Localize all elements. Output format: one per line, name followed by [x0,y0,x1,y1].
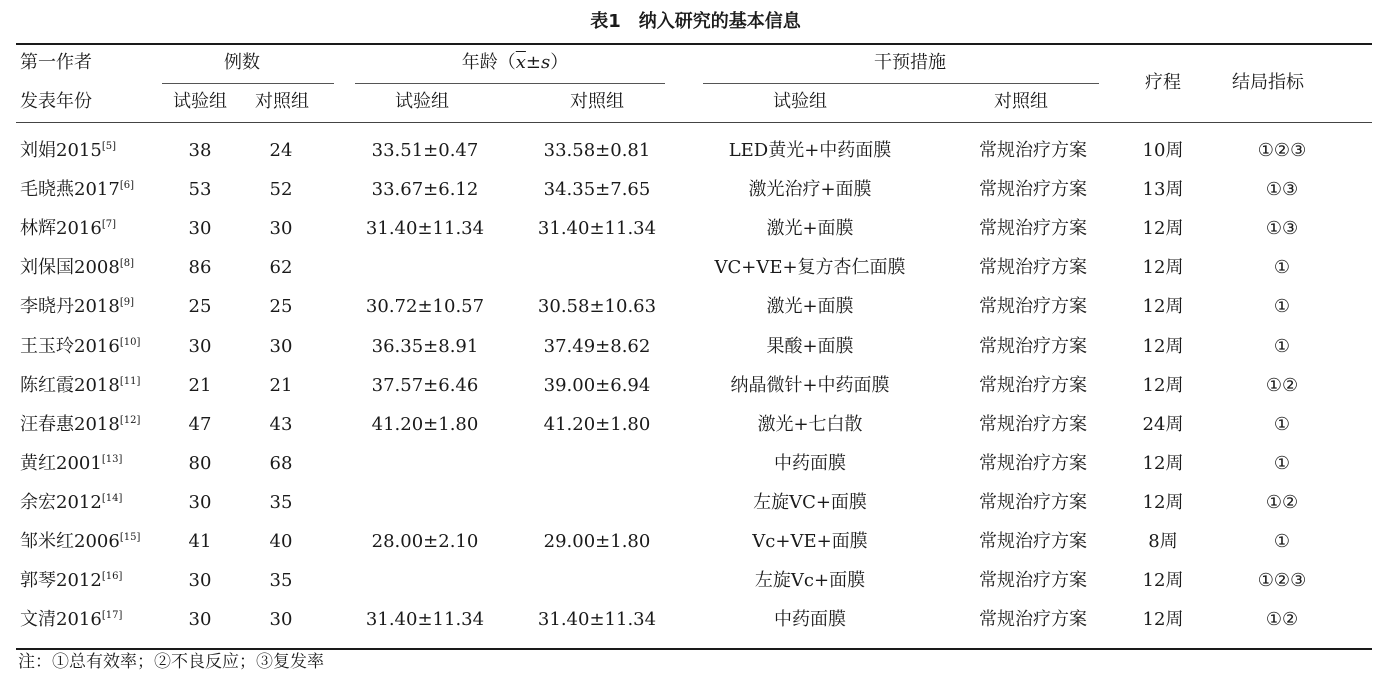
reference-marker: [5] [101,141,116,152]
header-author: 第一作者 [20,52,92,73]
header-course: 疗程 [1145,72,1181,93]
cell-outcome: ①② [1265,609,1299,631]
header-outcome: 结局指标 [1232,72,1304,93]
cell-author [20,138,116,164]
cell-int-trial: 中药面膜 [774,452,846,474]
cell-age-trial: 41.20±1.80 [371,413,479,435]
table-title: 纳入研究的基本信息 [638,11,801,32]
cell-course: 13周 [1142,179,1184,201]
cell-outcome: ① [1273,531,1291,552]
author-year: 余宏2012 [20,491,102,513]
author-year: 汪春惠2018 [20,413,120,435]
cell-cases-trial: 86 [188,257,212,279]
author-year: 文清2016 [20,609,102,631]
author-year: 刘娟2015 [20,140,102,161]
header-int-trial: 试验组 [773,91,827,112]
cell-cases-trial: 53 [188,179,212,201]
top-rule [16,43,1372,45]
header-cases-control: 对照组 [255,91,309,112]
cell-cases-control: 24 [269,140,293,161]
cell-cases-control: 35 [269,570,293,592]
cell-age-control: 41.20±1.80 [543,413,651,435]
cell-course: 12周 [1142,218,1184,240]
cell-int-trial: 果酸+面膜 [766,335,854,357]
header-age-control: 对照组 [570,91,624,112]
author-year: 林辉2016 [20,218,102,240]
cell-cases-control: 30 [269,609,293,631]
header-cases-trial: 试验组 [173,91,227,112]
cell-author [20,529,140,555]
cell-cases-control: 43 [269,413,293,435]
cell-cases-trial: 30 [188,491,212,513]
header-cases: 例数 [224,52,260,73]
cell-age-trial: 33.67±6.12 [371,179,479,201]
cell-cases-trial: 21 [188,374,212,396]
reference-marker: [9] [119,297,134,309]
cell-int-control: 常规治疗方案 [979,335,1087,357]
cell-age-trial: 31.40±11.34 [365,609,485,631]
table-label: 表1 [590,11,621,32]
cell-int-control: 常规治疗方案 [979,413,1087,435]
header-age-pm: ± [525,52,541,73]
cell-author [20,451,122,477]
cell-cases-trial: 30 [188,335,212,357]
header-age-close: ） [550,52,569,73]
reference-marker: [8] [119,258,134,270]
cell-int-control: 常规治疗方案 [979,374,1087,396]
table-note: 注：①总有效率；②不良反应；③复发率 [18,652,324,672]
cell-int-trial: LED黄光+中药面膜 [728,140,892,161]
reference-marker: [12] [119,414,141,426]
header-age [462,50,569,76]
cell-author [20,294,134,320]
cell-course: 12周 [1142,452,1184,474]
cell-int-trial: 激光+七白散 [757,413,863,435]
cell-age-trial: 31.40±11.34 [365,218,485,240]
cell-cases-trial: 25 [188,296,212,318]
header-int-control: 对照组 [994,91,1048,112]
author-year: 邹米红2006 [20,531,120,552]
cell-author [20,568,122,594]
cell-int-trial: 激光+面膜 [766,218,854,240]
cell-course: 12周 [1142,257,1184,279]
reference-marker: [16] [101,571,123,583]
reference-marker: [6] [119,180,134,192]
intervention-group-rule [703,83,1099,84]
cell-int-control: 常规治疗方案 [979,218,1087,240]
cell-cases-trial: 47 [188,413,212,435]
cell-int-trial: 激光治疗+面膜 [748,179,872,201]
cell-age-trial: 37.57±6.46 [371,374,479,396]
cell-course: 12周 [1142,570,1184,592]
cell-age-control: 31.40±11.34 [537,609,657,631]
author-year: 王玉玲2016 [20,335,120,357]
cell-outcome: ①② [1265,374,1299,396]
cell-course: 12周 [1142,335,1184,357]
cell-int-trial: 左旋VC+面膜 [753,491,867,513]
cell-outcome: ① [1273,257,1291,279]
cell-outcome: ①③ [1265,179,1299,201]
cell-age-trial: 28.00±2.10 [371,531,479,552]
cell-int-trial: 纳晶微针+中药面膜 [730,374,890,396]
cell-age-trial: 36.35±8.91 [371,335,479,357]
cell-cases-trial: 30 [188,609,212,631]
cell-outcome: ①②③ [1257,570,1307,592]
cell-course: 12周 [1142,491,1184,513]
cell-outcome: ① [1273,413,1291,435]
cell-int-control: 常规治疗方案 [979,140,1087,161]
cell-cases-control: 40 [269,531,293,552]
author-year: 刘保国2008 [20,257,120,279]
cell-cases-control: 30 [269,335,293,357]
cell-author [20,490,122,516]
cell-cases-trial: 80 [188,452,212,474]
author-year: 毛晓燕2017 [20,179,120,201]
cell-author [20,255,134,281]
reference-marker: [17] [101,610,123,622]
author-year: 黄红2001 [20,452,102,474]
reference-marker: [10] [119,336,141,348]
cell-course: 12周 [1142,296,1184,318]
cell-age-control: 37.49±8.62 [543,335,651,357]
cell-course: 12周 [1142,609,1184,631]
cell-cases-control: 21 [269,374,293,396]
header-intervention: 干预措施 [874,52,946,73]
cell-age-control: 39.00±6.94 [543,374,651,396]
header-age-trial: 试验组 [395,91,449,112]
cell-outcome: ① [1273,296,1291,318]
cell-outcome: ①③ [1265,218,1299,240]
author-year: 李晓丹2018 [20,296,120,318]
author-year: 郭琴2012 [20,570,102,592]
cell-cases-trial: 30 [188,570,212,592]
cell-author [20,334,140,360]
reference-marker: [11] [119,375,141,387]
cell-outcome: ① [1273,452,1291,474]
cell-cases-control: 25 [269,296,293,318]
cell-age-control: 30.58±10.63 [537,296,657,318]
author-year: 陈红霞2018 [20,374,120,396]
reference-marker: [15] [119,532,141,543]
cell-outcome: ①②③ [1257,140,1307,161]
table-caption [0,9,1391,35]
header-year: 发表年份 [20,91,92,112]
cell-cases-control: 35 [269,491,293,513]
cell-int-control: 常规治疗方案 [979,609,1087,631]
age-group-rule [355,83,665,84]
cell-author [20,373,140,399]
cell-author [20,216,116,242]
cell-int-control: 常规治疗方案 [979,257,1087,279]
cell-age-control: 31.40±11.34 [537,218,657,240]
header-rule [16,122,1372,123]
cell-course: 8周 [1148,531,1178,552]
cell-cases-control: 68 [269,452,293,474]
cell-int-control: 常规治疗方案 [979,570,1087,592]
cell-cases-control: 62 [269,257,293,279]
header-age-mean: $\overline{x}$ [515,52,526,73]
cell-cases-trial: 41 [188,531,212,552]
cell-int-trial: 中药面膜 [774,609,846,631]
cell-outcome: ①② [1265,491,1299,513]
cell-course: 12周 [1142,374,1184,396]
cell-int-control: 常规治疗方案 [979,296,1087,318]
cell-author [20,177,134,203]
cell-age-control: 33.58±0.81 [543,140,651,161]
cell-age-control: 34.35±7.65 [543,179,651,201]
cell-int-control: 常规治疗方案 [979,531,1087,552]
cell-age-trial: 33.51±0.47 [371,140,479,161]
cell-age-trial: 30.72±10.57 [365,296,485,318]
cell-cases-control: 30 [269,218,293,240]
reference-marker: [14] [101,492,123,504]
cell-int-trial: VC+VE+复方杏仁面膜 [714,257,906,279]
cell-age-control: 29.00±1.80 [543,531,651,552]
cell-int-control: 常规治疗方案 [979,491,1087,513]
cell-int-trial: Vc+VE+面膜 [752,531,868,552]
cell-course: 24周 [1142,413,1184,435]
cell-cases-trial: 38 [188,140,212,161]
cell-int-trial: 激光+面膜 [766,296,854,318]
cell-author [20,607,122,633]
header-age-s: s [541,52,551,73]
cell-cases-control: 52 [269,179,293,201]
reference-marker: [13] [101,453,123,465]
cell-author [20,412,140,438]
cases-group-rule [162,83,334,84]
cell-outcome: ① [1273,335,1291,357]
header-age-label: 年龄（ [461,52,516,73]
cell-int-control: 常规治疗方案 [979,452,1087,474]
cell-int-control: 常规治疗方案 [979,179,1087,201]
cell-course: 10周 [1142,140,1184,161]
cell-cases-trial: 30 [188,218,212,240]
reference-marker: [7] [101,219,116,231]
cell-int-trial: 左旋Vc+面膜 [754,570,866,592]
